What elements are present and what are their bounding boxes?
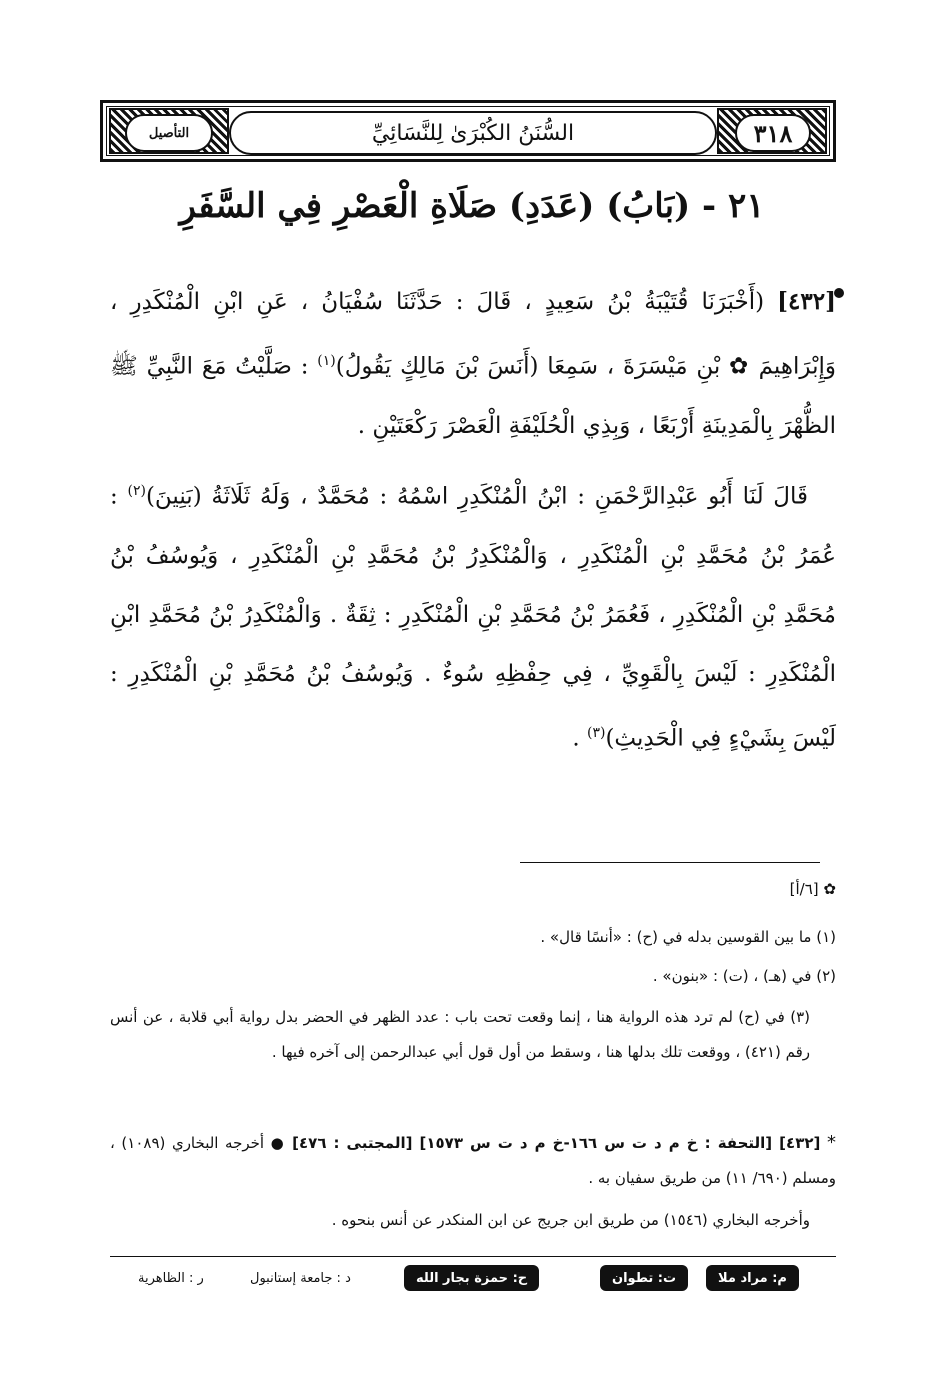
legend-h: ح: حمزة بجار الله xyxy=(404,1264,539,1292)
commentary-text-a: قَالَ لَنَا أَبُو عَبْدِالرَّحْمَنِ : ابْنُ الْمُنْكَدِرِ اسْمُهُ : مُحَمَّدٌ ، وَلَهُ ثَلَاثَةُ (بَنِينَ) xyxy=(145,483,808,510)
page-header xyxy=(100,100,836,162)
footnote-2: (٢) في (هـ) ، (ت) : «بنون» . xyxy=(652,967,836,985)
takhrij-text: ● أخرجه البخاري (١٠٨٩) ، ومسلم (٦٩٠/ ١١) من طريق سفيان به . xyxy=(110,1134,836,1187)
hadith-paragraph xyxy=(110,272,836,456)
asterisk-icon: * xyxy=(826,1132,836,1153)
legend-m: م: مراد ملا xyxy=(706,1264,799,1292)
publisher-logo: التأصيل xyxy=(125,114,213,152)
commentary-text-c: . xyxy=(572,725,580,752)
footnote-mark-2: (٢) xyxy=(127,483,146,499)
commentary-text-b: : عُمَرُ بْنُ مُحَمَّدِ بْنِ الْمُنْكَدِرِ ، وَالْمُنْكَدِرُ بْنُ مُحَمَّدِ بْنِ الْمُنْكَدِرِ ، وَيُوسُفُ بْنُ مُحَمَّدِ بْنِ الْمُنْكَدِرِ ، فَعُمَرُ بْنُ مُحَمَّدِ بْنِ الْمُنْكَدِرِ : ثِقَةٌ . وَالْمُنْكَدِرُ بْنُ مُحَمَّدِ ابْنِ الْمُنْكَدِرِ : لَيْسَ بِالْقَوِيِّ ، فِي حِفْظِهِ سُوءٌ . وَيُوسُفُ بْنُ مُحَمَّدِ بْنِ الْمُنْكَدِرِ : لَيْسَ بِشَيْءٍ فِي الْحَدِيثِ) xyxy=(110,483,836,752)
commentary-paragraph xyxy=(110,462,836,768)
hadith-text-a: (أَخْبَرَنَا قُتَيْبَةُ بْنُ سَعِيدٍ ، قَالَ : حَدَّثَنَا سُفْيَانُ ، عَنِ ابْنِ الْمُنْكَدِرِ ، وَإِبْرَاهِيمَ ✿ بْنِ مَيْسَرَةَ ، سَمِعَا (أَنَسَ بْنَ مَالِكٍ يَقُولُ) xyxy=(110,289,836,380)
legend-divider xyxy=(110,1256,836,1257)
legend-d: د : جامعة إستانبول xyxy=(250,1270,351,1286)
legend-t: ت: تطوان xyxy=(600,1264,688,1292)
footnote-mark-1: (١) xyxy=(317,353,336,369)
footnote-divider xyxy=(520,862,820,863)
page-number: ٣١٨ xyxy=(735,114,811,152)
hadith-text-b: : صَلَّيْتُ مَعَ النَّبِيِّ ﷺ الظُّهْرَ بِالْمَدِينَةِ أَرْبَعًا ، وَبِذِي الْحُلَيْفَةِ الْعَصْرَ رَكْعَتَيْنِ . xyxy=(110,353,836,439)
legend-r: ر : الظاهرية xyxy=(138,1270,204,1286)
footnote-mark-3: (٣) xyxy=(586,724,606,741)
folio-marker: ✿ [٦/أ] xyxy=(789,880,836,898)
header-ornament-right xyxy=(717,108,827,154)
book-title: السُّنَنُ الكُبْرَىٰ لِلنَّسَائِيِّ xyxy=(229,111,717,155)
footnote-1: (١) ما بين القوسين بدله في (ح) : «أنسًا قال» . xyxy=(540,928,836,946)
takhrij-additional: وأخرجه البخاري (١٥٤٦) من طريق ابن جريج عن ابن المنكدر عن أنس بنحوه . xyxy=(331,1211,810,1229)
header-ornament-left xyxy=(109,108,229,154)
hadith-number: [٤٣٢] xyxy=(777,288,836,315)
footnote-3: (٣) في (ح) لم ترد هذه الرواية هنا ، إنما وقعت تحت باب : عدد الظهر في الحضر بدل رواية أبي قلابة ، عن أنس رقم (٤٢١) ، ووقعت تلك بدلها هنا ، وسقط من أول قول أبي عبدالرحمن إلى آخره فيها . xyxy=(110,1008,810,1061)
chapter-heading: ٢١ - (بَابُ) (عَدَدِ) صَلَاةِ الْعَصْرِ فِي السَّفَرِ xyxy=(179,186,765,226)
takhrij-note xyxy=(110,1125,836,1196)
takhrij-references: [٤٣٢] [التحفة : خ م د ت س ١٦٦-خ م د ت س ١٥٧٣] [المجتبى : ٤٧٦] xyxy=(292,1134,821,1152)
